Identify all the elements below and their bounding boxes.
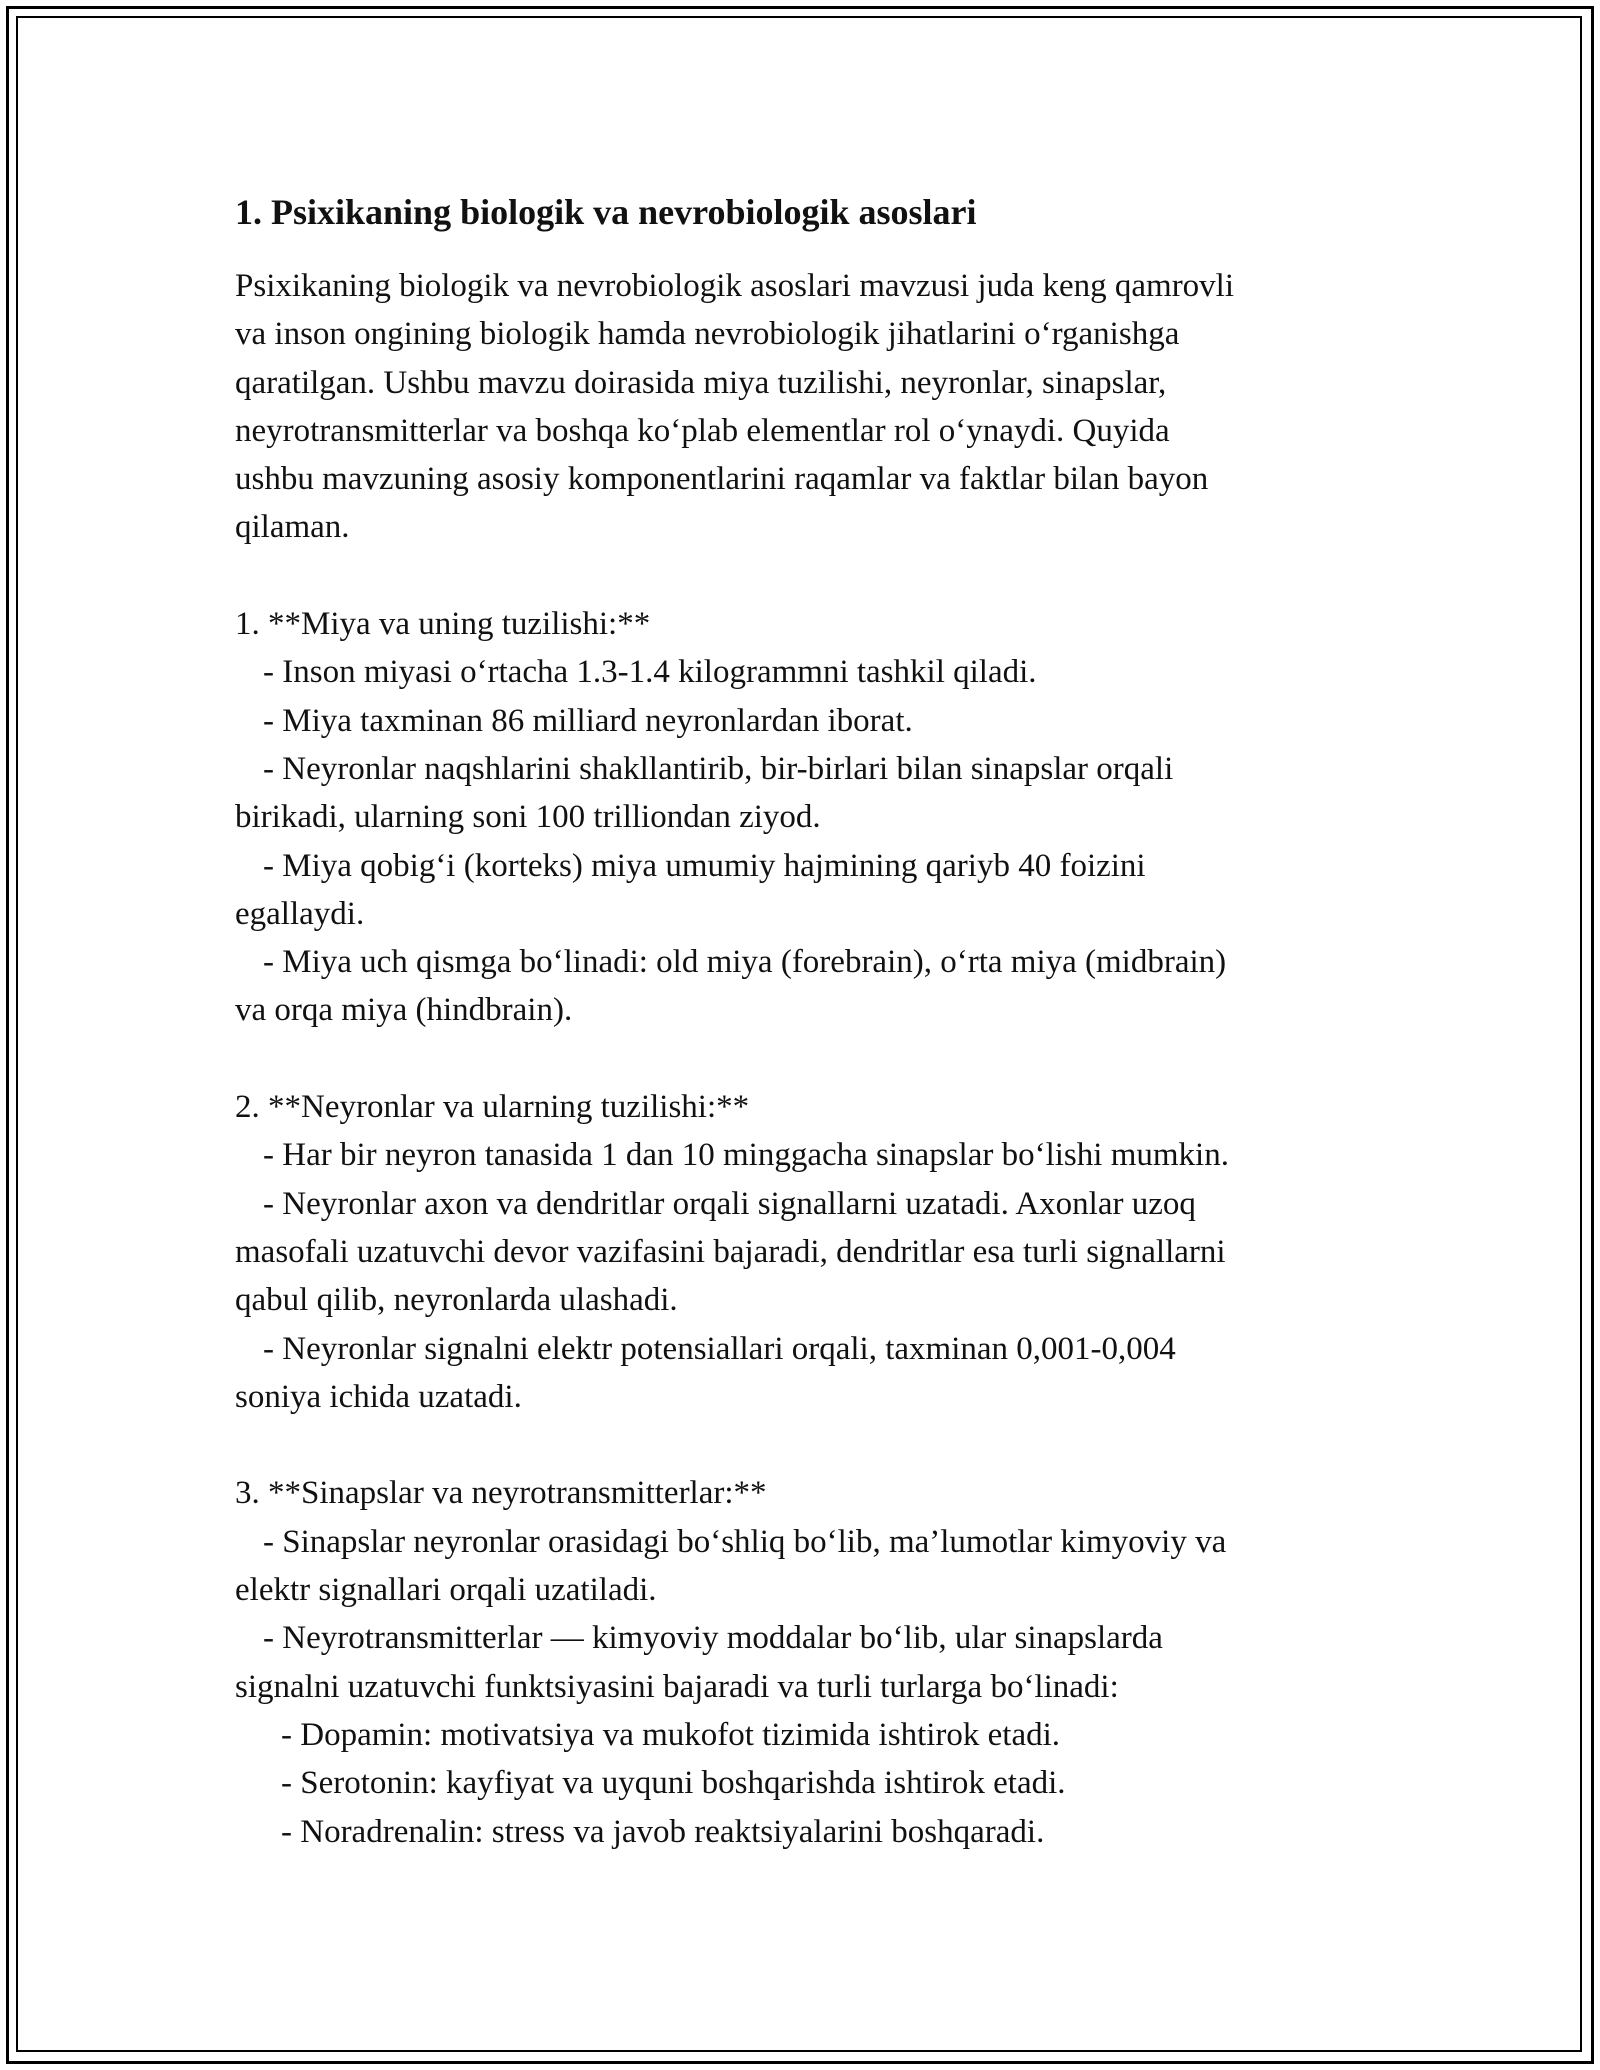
section-neurons [235,1083,1365,1421]
list-item-continuation: birikadi, ularning soni 100 trilliondan ziyod. [235,799,821,836]
section-heading: 2. **Neyronlar va ularning tuzilishi:** [235,1089,750,1126]
paragraph-gap [235,1421,1365,1469]
list-item: - Neyronlar naqshlarini shakllantirib, bir-birlari bilan sinapslar orqali [263,750,1174,787]
list-item: - Sinapslar neyronlar orasidagi bo‘shliq bo‘lib, ma’lumotlar kimyoviy va [263,1523,1227,1560]
list-item: - Neyronlar signalni elektr potensiallari orqali, taxminan 0,001-0,004 [263,1330,1176,1367]
list-item-continuation: qabul qilib, neyronlarda ulashadi. [235,1282,678,1319]
sub-list-item: - Serotonin: kayfiyat va uyquni boshqarishda ishtirok etadi. [281,1765,1066,1802]
intro-line: Psixikaning biologik va nevrobiologik asoslari mavzusi juda keng qamrovli [235,268,1235,304]
intro-line: ushbu mavzuning asosiy komponentlarini raqamlar va faktlar bilan bayon [235,461,1209,498]
intro-line: va inson ongining biologik hamda nevrobiologik jihatlarini o‘rganishga [235,316,1180,353]
list-item: - Miya taxminan 86 milliard neyronlardan iborat. [263,702,913,739]
intro-line: qaratilgan. Ushbu mavzu doirasida miya tuzilishi, neyronlar, sinapslar, [235,364,1167,401]
list-item: - Neyrotransmitterlar — kimyoviy moddalar bo‘lib, ular sinapslarda [263,1620,1163,1657]
list-item: - Miya qobig‘i (korteks) miya umumiy hajmining qariyb 40 foizini [263,847,1146,884]
list-item-continuation: masofali uzatuvchi devor vazifasini bajaradi, dendritlar esa turli signallarni [235,1233,1226,1270]
list-item: - Miya uch qismga bo‘linadi: old miya (forebrain), o‘rta miya (midbrain) [263,944,1227,981]
list-item-continuation: elektr signallari orqali uzatiladi. [235,1572,657,1609]
document-body [235,188,1365,1856]
paragraph-gap [235,1035,1365,1083]
document-title: 1. Psixikaning biologik va nevrobiologik asoslari [235,192,977,232]
list-item: - Inson miyasi o‘rtacha 1.3-1.4 kilogrammni tashkil qiladi. [263,654,1037,691]
list-item: - Neyronlar axon va dendritlar orqali signallarni uzatadi. Axonlar uzoq [263,1185,1196,1222]
intro-line: neyrotransmitterlar va boshqa ko‘plab elementlar rol o‘ynaydi. Quyida [235,412,1170,449]
list-item-continuation: soniya ichida uzatadi. [235,1378,522,1415]
section-heading: 3. **Sinapslar va neyrotransmitterlar:** [235,1475,767,1512]
section-brain-structure [235,600,1365,1035]
section-heading: 1. **Miya va uning tuzilishi:** [235,606,651,643]
section-synapses [235,1469,1365,1855]
list-item: - Har bir neyron tanasida 1 dan 10 minggacha sinapslar bo‘lishi mumkin. [263,1137,1229,1174]
list-item-continuation: egallaydi. [235,895,365,932]
list-item-continuation: va orqa miya (hindbrain). [235,992,573,1029]
intro-line: qilaman. [235,509,350,546]
sub-list-item: - Noradrenalin: stress va javob reaktsiyalarini boshqaradi. [281,1813,1045,1850]
paragraph-gap [235,552,1365,600]
sub-list-item: - Dopamin: motivatsiya va mukofot tizimida ishtirok etadi. [281,1716,1061,1753]
list-item-continuation: signalni uzatuvchi funktsiyasini bajaradi va turli turlarga bo‘linadi: [235,1668,1119,1705]
intro-paragraph [235,262,1365,552]
